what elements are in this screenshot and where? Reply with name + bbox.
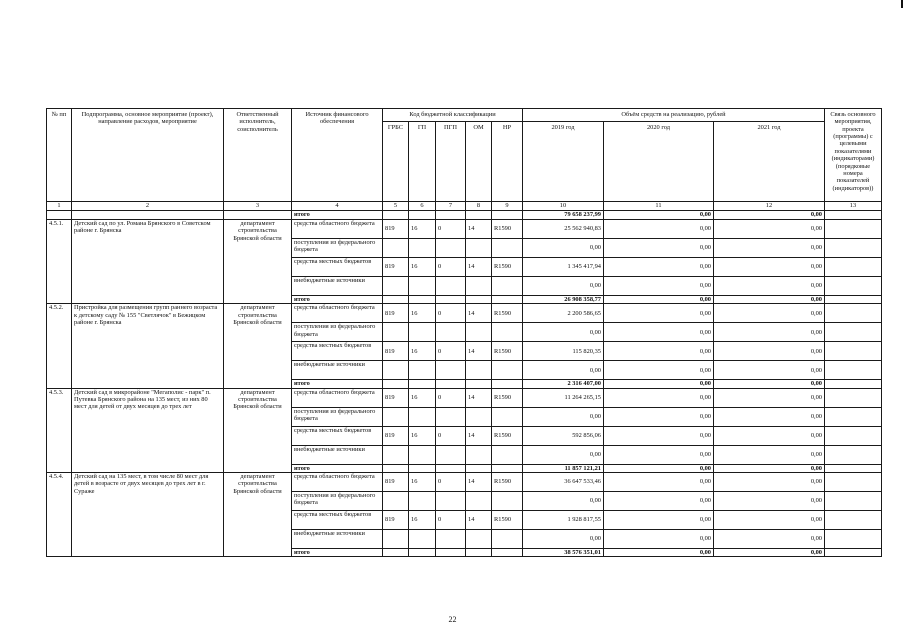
code-gp: 16 (409, 426, 436, 445)
source-federal: поступления из федерального бюджета (292, 323, 383, 342)
column-index: 5 (383, 202, 409, 211)
value-2020: 0,00 (604, 473, 714, 492)
link-cell (825, 277, 882, 296)
value-2021: 0,00 (714, 258, 825, 277)
value-2019: 0,00 (523, 407, 604, 426)
source-federal: поступления из федерального бюджета (292, 239, 383, 258)
column-index: 1 (47, 202, 72, 211)
code-pgp: 0 (436, 388, 466, 407)
top-total-2021: 0,00 (714, 211, 825, 220)
header-program: Подпрограмма, основное мероприятие (проект), направление расходов, мероприятие (72, 109, 224, 202)
top-total-row (47, 211, 882, 220)
code-om: 14 (466, 258, 492, 277)
value-2019: 2 200 586,65 (523, 304, 604, 323)
link-cell (825, 323, 882, 342)
value-2020: 0,00 (604, 549, 714, 557)
table-row (47, 388, 882, 407)
top-total-2019: 79 658 237,99 (523, 211, 604, 220)
code-pgp: 0 (436, 473, 466, 492)
value-2019: 36 647 533,46 (523, 473, 604, 492)
row-number: 4.5.3. (47, 388, 72, 472)
header-source: Источник финансового обеспечения (292, 109, 383, 202)
measure-name: Детский сад по ул. Романа Брянского в Советском районе г. Брянска (72, 220, 224, 304)
source-total: итого (292, 549, 383, 557)
value-2021: 0,00 (714, 445, 825, 464)
link-cell (825, 530, 882, 549)
code-grbs: 819 (383, 220, 409, 239)
code-om: 14 (466, 511, 492, 530)
source-regional: средства областного бюджета (292, 473, 383, 492)
link-cell (825, 380, 882, 388)
value-2020: 0,00 (604, 407, 714, 426)
value-2020: 0,00 (604, 380, 714, 388)
value-2020: 0,00 (604, 426, 714, 445)
code-gp: 16 (409, 511, 436, 530)
code-grbs: 819 (383, 388, 409, 407)
column-index: 12 (714, 202, 825, 211)
code-gp: 16 (409, 388, 436, 407)
source-local: средства местных бюджетов (292, 258, 383, 277)
code-np: R1590 (492, 258, 523, 277)
column-index: 6 (409, 202, 436, 211)
code-pgp: 0 (436, 511, 466, 530)
value-2021: 0,00 (714, 380, 825, 388)
value-2021: 0,00 (714, 464, 825, 472)
value-2021: 0,00 (714, 492, 825, 511)
value-2019: 0,00 (523, 492, 604, 511)
source-federal: поступления из федерального бюджета (292, 407, 383, 426)
link-cell (825, 342, 882, 361)
source-local: средства местных бюджетов (292, 342, 383, 361)
column-index: 11 (604, 202, 714, 211)
source-federal: поступления из федерального бюджета (292, 492, 383, 511)
link-cell (825, 473, 882, 492)
code-grbs: 819 (383, 258, 409, 277)
source-extra: внебюджетные источники (292, 277, 383, 296)
code-np: R1590 (492, 511, 523, 530)
header-2019: 2019 год (523, 122, 604, 202)
value-2019: 11 857 121,21 (523, 464, 604, 472)
value-2021: 0,00 (714, 296, 825, 304)
source-extra: внебюджетные источники (292, 361, 383, 380)
value-2021: 0,00 (714, 388, 825, 407)
value-2020: 0,00 (604, 277, 714, 296)
row-number: 4.5.4. (47, 473, 72, 557)
row-number: 4.5.1. (47, 220, 72, 304)
code-grbs: 819 (383, 426, 409, 445)
header-num: № пп (47, 109, 72, 202)
value-2021: 0,00 (714, 549, 825, 557)
header-kbk: Код бюджетной классификации (383, 109, 523, 122)
column-index: 7 (436, 202, 466, 211)
column-index: 2 (72, 202, 224, 211)
column-index: 13 (825, 202, 882, 211)
value-2021: 0,00 (714, 407, 825, 426)
source-total: итого (292, 380, 383, 388)
source-local: средства местных бюджетов (292, 511, 383, 530)
table-row (47, 220, 882, 239)
link-cell (825, 511, 882, 530)
source-regional: средства областного бюджета (292, 220, 383, 239)
code-om: 14 (466, 220, 492, 239)
code-gp: 16 (409, 473, 436, 492)
link-cell (825, 239, 882, 258)
source-extra: внебюджетные источники (292, 530, 383, 549)
column-index: 8 (466, 202, 492, 211)
value-2019: 592 856,06 (523, 426, 604, 445)
value-2019: 0,00 (523, 530, 604, 549)
value-2020: 0,00 (604, 530, 714, 549)
code-grbs: 819 (383, 304, 409, 323)
link-cell (825, 258, 882, 277)
code-np: R1590 (492, 426, 523, 445)
header-pgp: ПГП (436, 122, 466, 202)
value-2020: 0,00 (604, 304, 714, 323)
code-pgp: 0 (436, 342, 466, 361)
source-extra: внебюджетные источники (292, 445, 383, 464)
table-row (47, 304, 882, 323)
header-link: Связь основного мероприятия, проекта (программы) с целевыми показателями (индикаторами) (порядковые номера показателей (индикаторов)) (825, 109, 882, 202)
value-2021: 0,00 (714, 277, 825, 296)
code-gp: 16 (409, 258, 436, 277)
link-cell (825, 549, 882, 557)
header-np: НР (492, 122, 523, 202)
edge-mark (901, 0, 903, 8)
executor: департамент строительства Брянской области (224, 388, 292, 472)
value-2021: 0,00 (714, 530, 825, 549)
source-regional: средства областного бюджета (292, 304, 383, 323)
link-cell (825, 407, 882, 426)
code-grbs: 819 (383, 473, 409, 492)
value-2019: 1 345 417,94 (523, 258, 604, 277)
row-number: 4.5.2. (47, 304, 72, 388)
value-2020: 0,00 (604, 239, 714, 258)
code-om: 14 (466, 388, 492, 407)
value-2019: 1 928 817,55 (523, 511, 604, 530)
column-index: 10 (523, 202, 604, 211)
value-2021: 0,00 (714, 342, 825, 361)
column-index: 9 (492, 202, 523, 211)
header-om: ОМ (466, 122, 492, 202)
code-om: 14 (466, 342, 492, 361)
value-2020: 0,00 (604, 388, 714, 407)
source-total: итого (292, 296, 383, 304)
table-row (47, 473, 882, 492)
link-cell (825, 445, 882, 464)
column-index: 4 (292, 202, 383, 211)
column-index: 3 (224, 202, 292, 211)
value-2020: 0,00 (604, 296, 714, 304)
measure-name: Детский сад в микрорайоне "Мегаполис - парк" п. Путевка Брянского района на 135 мест, из них 80 мест для детей от двух месяцев до трех лет (72, 388, 224, 472)
value-2019: 0,00 (523, 361, 604, 380)
code-pgp: 0 (436, 258, 466, 277)
value-2019: 0,00 (523, 277, 604, 296)
code-np: R1590 (492, 473, 523, 492)
value-2019: 2 316 407,00 (523, 380, 604, 388)
value-2021: 0,00 (714, 220, 825, 239)
code-om: 14 (466, 426, 492, 445)
code-gp: 16 (409, 342, 436, 361)
value-2020: 0,00 (604, 464, 714, 472)
value-2020: 0,00 (604, 445, 714, 464)
link-cell (825, 296, 882, 304)
code-gp: 16 (409, 220, 436, 239)
measure-name: Детский сад на 135 мест, в том числе 80 мест для детей в возрасте от двух месяцев до трех лет в г. Сураже (72, 473, 224, 557)
header-grbs: ГРБС (383, 122, 409, 202)
measure-name: Пристройка для размещения групп раннего возраста к детскому саду № 155 "Светлячок" в Бежицком районе г. Брянска (72, 304, 224, 388)
value-2020: 0,00 (604, 220, 714, 239)
code-grbs: 819 (383, 342, 409, 361)
top-total-2020: 0,00 (604, 211, 714, 220)
value-2020: 0,00 (604, 361, 714, 380)
top-total-label: итого (292, 211, 383, 220)
value-2021: 0,00 (714, 304, 825, 323)
code-np: R1590 (492, 220, 523, 239)
value-2019: 0,00 (523, 323, 604, 342)
value-2020: 0,00 (604, 258, 714, 277)
link-cell (825, 304, 882, 323)
value-2020: 0,00 (604, 492, 714, 511)
link-cell (825, 220, 882, 239)
source-regional: средства областного бюджета (292, 388, 383, 407)
value-2019: 0,00 (523, 239, 604, 258)
link-cell (825, 492, 882, 511)
column-index-row (47, 202, 882, 211)
value-2020: 0,00 (604, 342, 714, 361)
executor: департамент строительства Брянской области (224, 473, 292, 557)
source-total: итого (292, 464, 383, 472)
value-2020: 0,00 (604, 511, 714, 530)
value-2019: 38 576 351,01 (523, 549, 604, 557)
value-2021: 0,00 (714, 511, 825, 530)
code-np: R1590 (492, 342, 523, 361)
link-cell (825, 464, 882, 472)
code-pgp: 0 (436, 304, 466, 323)
page-number: 22 (448, 615, 457, 624)
value-2021: 0,00 (714, 323, 825, 342)
budget-table (46, 108, 882, 557)
code-om: 14 (466, 304, 492, 323)
code-np: R1590 (492, 304, 523, 323)
executor: департамент строительства Брянской области (224, 304, 292, 388)
header-gp: ГП (409, 122, 436, 202)
value-2019: 26 908 358,77 (523, 296, 604, 304)
value-2019: 115 820,35 (523, 342, 604, 361)
code-np: R1590 (492, 388, 523, 407)
executor: департамент строительства Брянской области (224, 220, 292, 304)
source-local: средства местных бюджетов (292, 426, 383, 445)
code-grbs: 819 (383, 511, 409, 530)
header-2021: 2021 год (714, 122, 825, 202)
code-gp: 16 (409, 304, 436, 323)
value-2021: 0,00 (714, 473, 825, 492)
value-2021: 0,00 (714, 239, 825, 258)
header-executor: Ответственный исполнитель, соисполнитель (224, 109, 292, 202)
header-2020: 2020 год (604, 122, 714, 202)
code-pgp: 0 (436, 426, 466, 445)
value-2020: 0,00 (604, 323, 714, 342)
value-2019: 0,00 (523, 445, 604, 464)
value-2019: 11 264 265,15 (523, 388, 604, 407)
value-2021: 0,00 (714, 426, 825, 445)
code-om: 14 (466, 473, 492, 492)
value-2021: 0,00 (714, 361, 825, 380)
value-2019: 25 562 940,83 (523, 220, 604, 239)
link-cell (825, 388, 882, 407)
link-cell (825, 361, 882, 380)
code-pgp: 0 (436, 220, 466, 239)
link-cell (825, 426, 882, 445)
header-volume: Объём средств на реализацию, рублей (523, 109, 825, 122)
